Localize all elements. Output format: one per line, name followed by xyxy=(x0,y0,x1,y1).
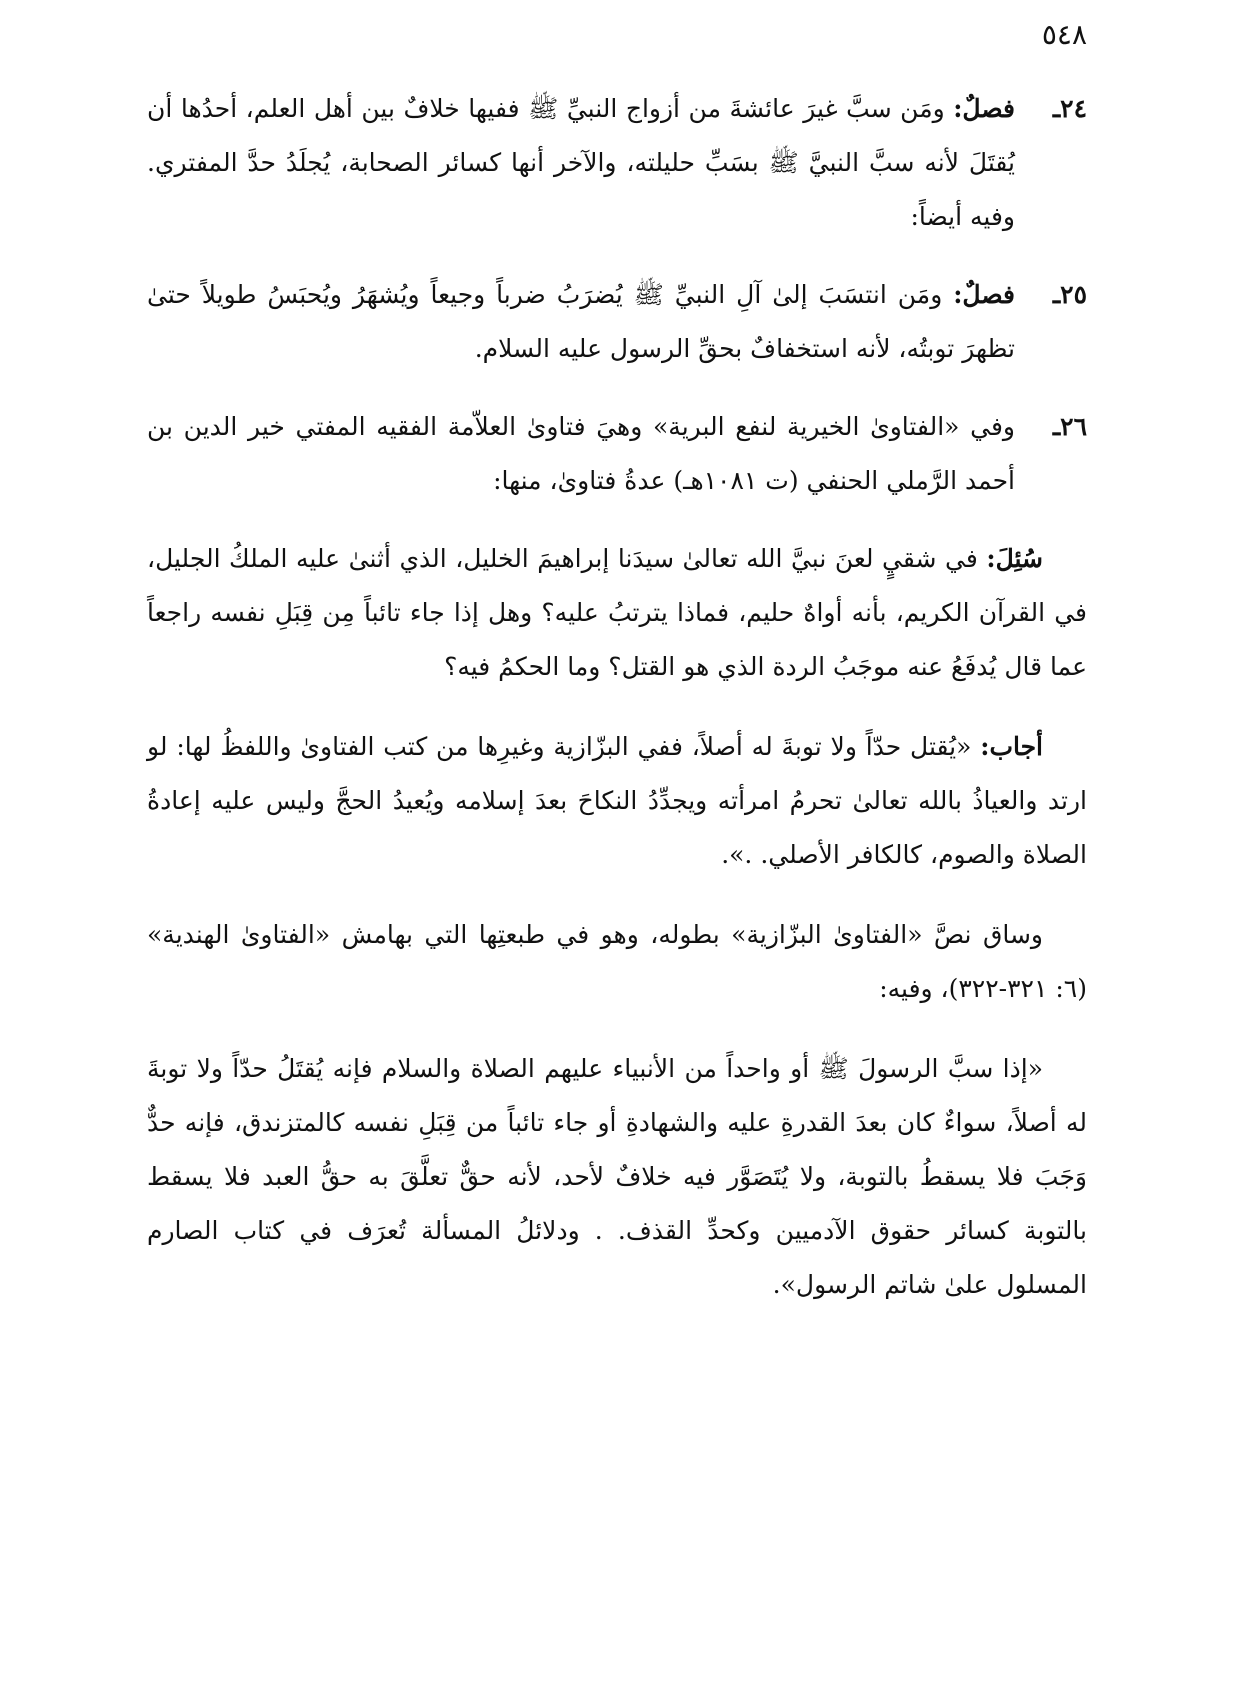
item-text: وفي «الفتاوىٰ الخيرية لنفع البرية» وهيَ فتاوىٰ العلاّمة الفقيه المفتي خير الدين بن أحمد الرَّملي الحنفي (ت ١٠٨١هـ) عدةُ فتاوىٰ، منها: xyxy=(147,412,1015,495)
item-label: فصلٌ: xyxy=(953,94,1015,123)
paragraph-text: «إذا سبَّ الرسولَ ﷺ أو واحداً من الأنبياء عليهم الصلاة والسلام فإنه يُقتَلُ حدّاً ولا توبةَ له أصلاً، سواءٌ كان بعدَ القدرةِ عليه والشهادةِ أو جاء تائباً من قِبَلِ نفسه كالمتزندق، فإنه حدٌّ وَجَبَ فلا يسقطُ بالتوبة، ولا يُتَصَوَّر فيه خلافٌ لأحد، لأنه حقٌّ تعلَّقَ به حقُّ العبد فلا يسقط بالتوبة كسائر حقوق الآدميين وكحدِّ القذف. . ودلائلُ المسألة تُعرَف في كتاب الصارم المسلول علىٰ شاتم الرسول». xyxy=(147,1054,1087,1299)
paragraph-text: وساق نصَّ «الفتاوىٰ البزّازية» بطوله، وهو في طبعتِها التي بهامش «الفتاوىٰ الهندية» (٦: ٣٢١-٣٢٢)، وفيه: xyxy=(147,920,1087,1003)
paragraph-text: في شقيٍ لعنَ نبيَّ الله تعالىٰ سيدَنا إبراهيمَ الخليل، الذي أثنىٰ عليه الملكُ الجليل، في القرآن الكريم، بأنه أواهٌ حليم، فماذا يترتبُ عليه؟ وهل إذا جاء تائباً مِن قِبَلِ نفسه راجعاً عما قال يُدفَعُ عنه موجَبُ الردة الذي هو القتل؟ وما الحكمُ فيه؟ xyxy=(147,544,1087,681)
item-number: ٢٦ـ xyxy=(1052,412,1087,441)
page-content xyxy=(147,82,1087,1338)
body-paragraph xyxy=(147,908,1087,1016)
question-paragraph xyxy=(147,532,1087,694)
page-number: ٥٤٨ xyxy=(1041,18,1087,51)
item-label: فصلٌ: xyxy=(953,280,1015,309)
paragraph-lead: أجاب: xyxy=(980,732,1043,761)
item-text: ومَن سبَّ غيرَ عائشةَ من أزواج النبيِّ ﷺ ففيها خلافٌ بين أهل العلم، أحدُها أن يُقتَلَ لأنه سبَّ النبيَّ ﷺ بسَبِّ حليلته، والآخر أنها كسائر الصحابة، يُجلَدُ حدَّ المفتري. وفيه أيضاً: xyxy=(147,94,1015,231)
numbered-item xyxy=(147,400,1087,508)
numbered-item xyxy=(147,268,1087,376)
paragraph-text: «يُقتل حدّاً ولا توبةَ له أصلاً، ففي البزّازية وغيرِها من كتب الفتاوىٰ واللفظُ لها: لو ارتد والعياذُ بالله تعالىٰ تحرمُ امرأته ويجدِّدُ النكاحَ بعدَ إسلامه ويُعيدُ الحجَّ وليس عليه إعادةُ الصلاة والصوم، كالكافر الأصلي. .». xyxy=(147,732,1087,869)
item-number: ٢٥ـ xyxy=(1052,280,1087,309)
answer-paragraph xyxy=(147,720,1087,882)
quote-paragraph xyxy=(147,1042,1087,1312)
item-text: ومَن انتسَبَ إلىٰ آلِ النبيِّ ﷺ يُضرَبُ ضرباً وجيعاً ويُشهَرُ ويُحبَسُ طويلاً حتىٰ تظهرَ توبتُه، لأنه استخفافٌ بحقِّ الرسول عليه السلام. xyxy=(147,280,1015,363)
paragraph-lead: سُئِلَ: xyxy=(986,544,1043,573)
item-number: ٢٤ـ xyxy=(1052,94,1087,123)
numbered-item xyxy=(147,82,1087,244)
